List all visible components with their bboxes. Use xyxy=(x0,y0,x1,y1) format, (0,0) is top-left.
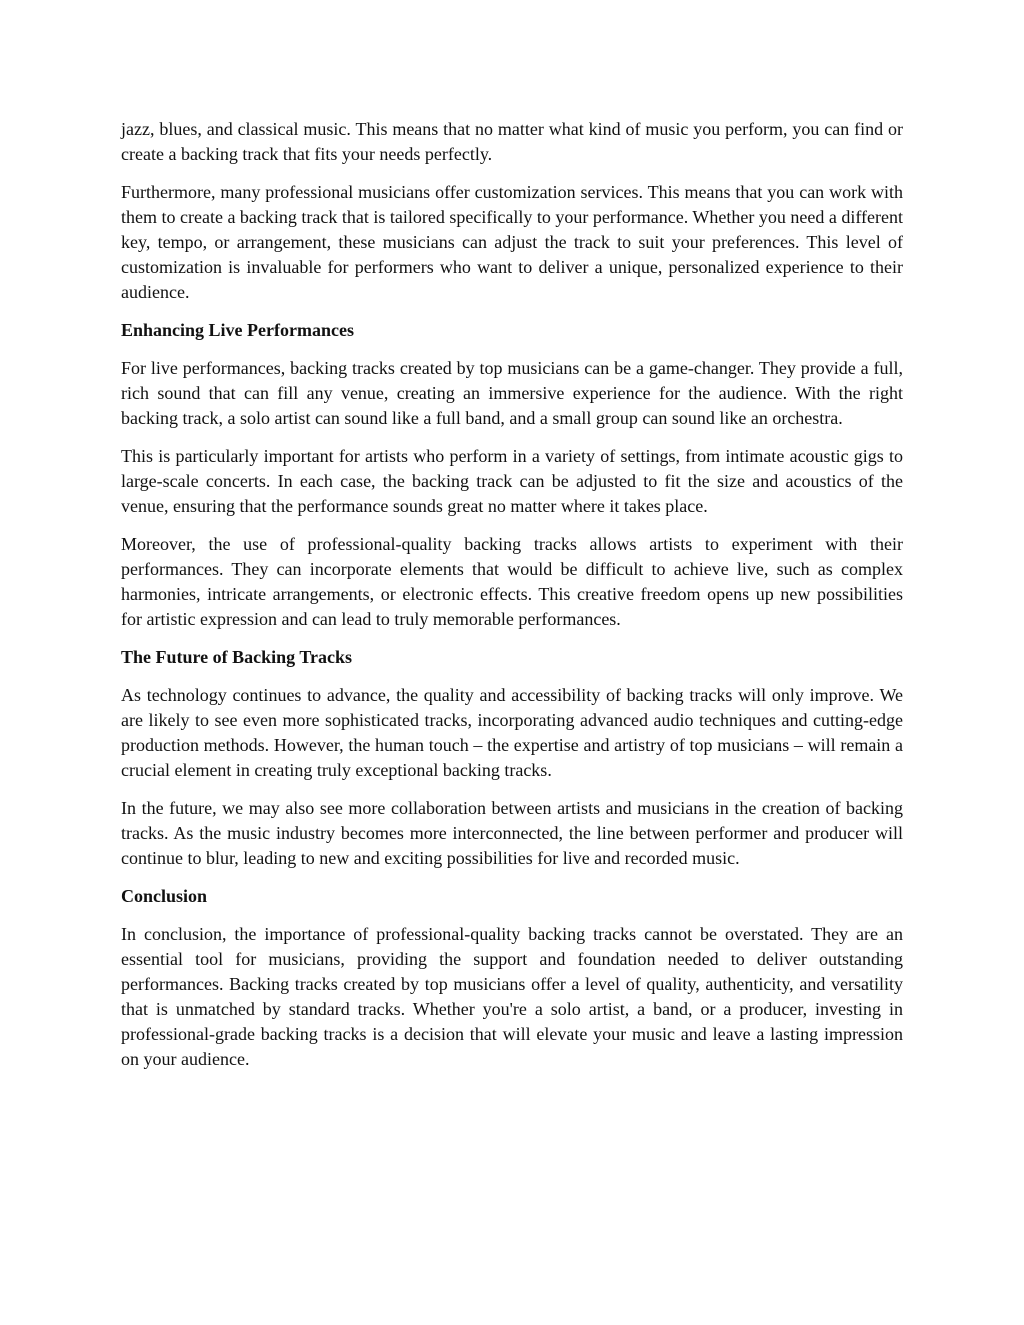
paragraph: As technology continues to advance, the quality and accessibility of backing tracks will only improve. We are likely to see even more sophisticated tracks, incorporating advanced audio techniques and cutting-edge production methods. However, the human touch – the expertise and artistry of top musicians – will remain a crucial element in creating truly exceptional backing tracks. xyxy=(121,685,903,780)
paragraph: Moreover, the use of professional-quality backing tracks allows artists to experiment with their performances. They can incorporate elements that would be difficult to achieve live, such as complex harmonies, intricate arrangements, or electronic effects. This creative freedom opens up new possibilities for artistic expression and can lead to truly memorable performances. xyxy=(121,534,903,629)
section-heading: The Future of Backing Tracks xyxy=(121,647,353,667)
paragraph: For live performances, backing tracks created by top musicians can be a game-changer. They provide a full, rich sound that can fill any venue, creating an immersive experience for the audience. With the right backing track, a solo artist can sound like a full band, and a small group can sound like an orchestra. xyxy=(121,358,903,428)
paragraph: jazz, blues, and classical music. This means that no matter what kind of music you perform, you can find or create a backing track that fits your needs perfectly. xyxy=(121,119,903,164)
document-page xyxy=(121,117,903,1085)
section-heading: Conclusion xyxy=(121,886,208,906)
paragraph: Furthermore, many professional musicians offer customization services. This means that you can work with them to create a backing track that is tailored specifically to your performance. Whether you need a different key, tempo, or arrangement, these musicians can adjust the track to suit your preferences. This level of customization is invaluable for performers who want to deliver a unique, personalized experience to their audience. xyxy=(121,182,903,302)
section-heading: Enhancing Live Performances xyxy=(121,320,354,340)
paragraph: In the future, we may also see more collaboration between artists and musicians in the creation of backing tracks. As the music industry becomes more interconnected, the line between performer and producer will continue to blur, leading to new and exciting possibilities for live and recorded music. xyxy=(121,798,903,868)
paragraph: This is particularly important for artists who perform in a variety of settings, from intimate acoustic gigs to large-scale concerts. In each case, the backing track can be adjusted to fit the size and acoustics of the venue, ensuring that the performance sounds great no matter where it takes place. xyxy=(121,446,903,516)
paragraph: In conclusion, the importance of professional-quality backing tracks cannot be overstated. They are an essential tool for musicians, providing the support and foundation needed to deliver outstanding performances. Backing tracks created by top musicians offer a level of quality, authenticity, and versatility that is unmatched by standard tracks. Whether you're a solo artist, a band, or a producer, investing in professional-grade backing tracks is a decision that will elevate your music and leave a lasting impression on your audience. xyxy=(121,924,903,1069)
